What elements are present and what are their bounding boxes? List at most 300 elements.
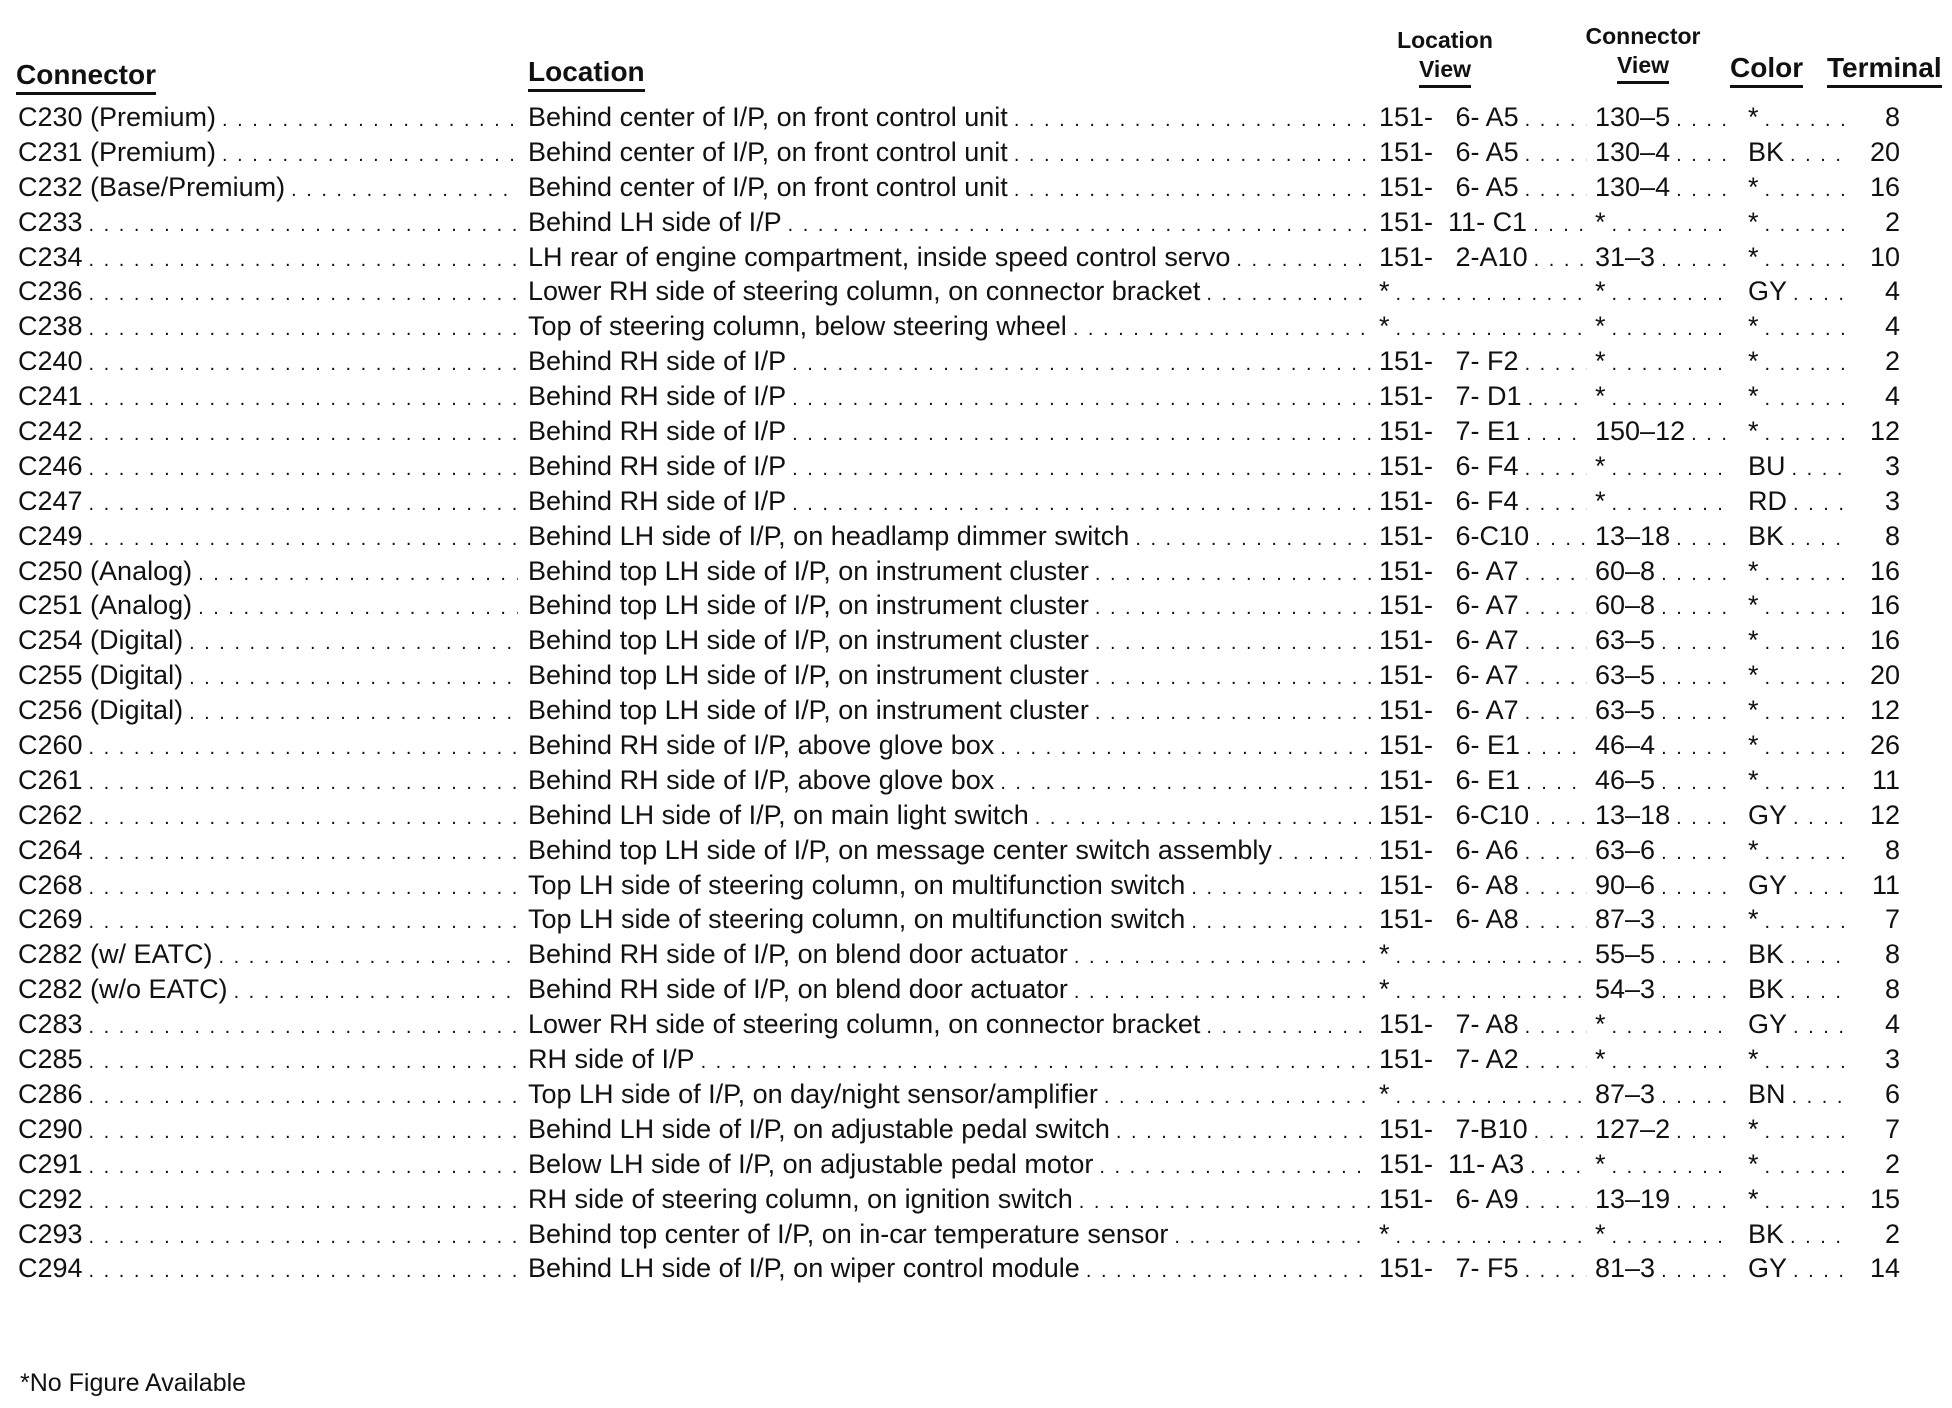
connector-id: C286	[18, 1077, 89, 1111]
location-view-cell	[1379, 240, 1587, 274]
location-view-cell	[1379, 274, 1587, 308]
wire-color: *	[1740, 205, 1765, 239]
dot-leader	[1765, 243, 1846, 274]
location-view: 151- 7- E1	[1379, 414, 1526, 448]
connector-location: Top of steering column, below steering wheel	[528, 309, 1073, 343]
dot-leader	[222, 103, 518, 134]
dot-leader	[1691, 417, 1732, 448]
wire-color: *	[1740, 833, 1765, 867]
dot-leader	[1793, 487, 1846, 518]
wire-color: *	[1740, 554, 1765, 588]
connector-id-cell	[18, 693, 518, 727]
location-view: *	[1379, 1217, 1396, 1251]
dot-leader	[1661, 1080, 1732, 1111]
connector-location: Behind LH side of I/P, on adjustable pedal switch	[528, 1112, 1116, 1146]
terminal-count: 12	[1869, 695, 1900, 726]
terminal-count: 4	[1884, 276, 1900, 307]
connector-id-cell	[18, 658, 518, 692]
terminal-count: 26	[1869, 730, 1900, 761]
table-row	[0, 554, 1952, 589]
dot-leader	[1525, 836, 1587, 867]
connector-location-cell	[528, 693, 1371, 727]
dot-leader	[1095, 626, 1371, 657]
wire-color: *	[1740, 588, 1765, 622]
connector-location-cell	[528, 554, 1371, 588]
wire-color: *	[1740, 240, 1765, 274]
connector-view-cell	[1595, 135, 1732, 169]
dot-leader	[1661, 1254, 1732, 1285]
terminal-count: 8	[1884, 102, 1900, 132]
connector-location-cell	[528, 1251, 1371, 1285]
connector-location: Behind center of I/P, on front control unit	[528, 100, 1014, 134]
dot-leader	[1792, 1080, 1846, 1111]
connector-location: LH rear of engine compartment, inside speed control servo	[528, 240, 1236, 274]
location-view-cell	[1379, 100, 1587, 134]
connector-location: Lower RH side of steering column, on connector bracket	[528, 274, 1206, 308]
terminal-count: 16	[1869, 625, 1900, 656]
dot-leader	[1765, 1045, 1846, 1076]
connector-id: C285	[18, 1042, 89, 1076]
table-row	[0, 484, 1952, 519]
dot-leader	[1014, 103, 1371, 134]
connector-id: C283	[18, 1007, 89, 1041]
dot-leader	[89, 1150, 518, 1181]
wire-color-cell	[1740, 868, 1846, 902]
wire-color-cell	[1740, 1251, 1846, 1285]
connector-id-cell	[18, 902, 518, 936]
dot-leader	[1765, 1150, 1846, 1181]
connector-id: C238	[18, 309, 89, 343]
table-row	[0, 274, 1952, 309]
connector-id-cell	[18, 1077, 518, 1111]
wire-color-cell	[1740, 798, 1846, 832]
terminal-count: 7	[1884, 904, 1900, 935]
location-view: 151- 6- A8	[1379, 868, 1525, 902]
connector-view-cell	[1595, 484, 1732, 518]
connector-location-cell	[528, 240, 1371, 274]
wire-color-cell	[1740, 240, 1846, 274]
dot-leader	[1206, 1010, 1371, 1041]
dot-leader	[89, 382, 518, 413]
wire-color: *	[1740, 1182, 1765, 1216]
connector-view: 130–4	[1595, 170, 1676, 204]
connector-view-cell	[1595, 833, 1732, 867]
connector-id-cell	[18, 833, 518, 867]
dot-leader	[89, 1185, 518, 1216]
dot-leader	[792, 487, 1371, 518]
connector-location-cell	[528, 519, 1371, 553]
connector-id: C230 (Premium)	[18, 100, 222, 134]
connector-view: 63–5	[1595, 693, 1661, 727]
dot-leader	[1790, 522, 1846, 553]
wire-color-cell	[1740, 833, 1846, 867]
connector-view: *	[1595, 1147, 1612, 1181]
dot-leader	[1035, 801, 1371, 832]
connector-location-cell	[528, 833, 1371, 867]
table-row	[0, 658, 1952, 693]
dot-leader	[1099, 1150, 1371, 1181]
connector-view: *	[1595, 309, 1612, 343]
connector-id: C269	[18, 902, 89, 936]
connector-view-cell	[1595, 972, 1732, 1006]
terminal-count: 11	[1871, 869, 1900, 900]
dot-leader	[1661, 975, 1732, 1006]
connector-view: *	[1595, 274, 1612, 308]
header-connector: Connector	[16, 60, 156, 95]
location-view: *	[1379, 274, 1396, 308]
connector-view: 63–6	[1595, 833, 1661, 867]
connector-view-cell	[1595, 100, 1732, 134]
location-view: 151- 6- E1	[1379, 763, 1526, 797]
location-view: 151- 6- F4	[1379, 484, 1525, 518]
wire-color: GY	[1740, 1251, 1793, 1285]
location-view-cell	[1379, 658, 1587, 692]
dot-leader	[89, 452, 518, 483]
location-view-cell	[1379, 1147, 1587, 1181]
location-view-cell	[1379, 623, 1587, 657]
dot-leader	[1661, 766, 1732, 797]
wire-color-cell	[1740, 937, 1846, 971]
connector-view-cell	[1595, 937, 1732, 971]
dot-leader	[1396, 940, 1587, 971]
table-row	[0, 519, 1952, 554]
dot-leader	[1095, 591, 1371, 622]
table-row	[0, 868, 1952, 903]
connector-view-cell	[1595, 1217, 1732, 1251]
connector-view-cell	[1595, 1042, 1732, 1076]
connector-view: *	[1595, 1042, 1612, 1076]
table-row	[0, 763, 1952, 798]
dot-leader	[1676, 522, 1732, 553]
connector-location-cell	[528, 937, 1371, 971]
wire-color-cell	[1740, 309, 1846, 343]
dot-leader	[1396, 975, 1587, 1006]
connector-view: 63–5	[1595, 623, 1661, 657]
connector-view-cell	[1595, 240, 1732, 274]
wire-color: *	[1740, 763, 1765, 797]
dot-leader	[1661, 696, 1732, 727]
terminal-count: 2	[1884, 346, 1900, 377]
dot-leader	[1525, 871, 1587, 902]
wire-color: BK	[1740, 972, 1790, 1006]
connector-view-cell	[1595, 170, 1732, 204]
connector-location-cell	[528, 344, 1371, 378]
dot-leader	[1525, 1010, 1587, 1041]
location-view-cell	[1379, 728, 1587, 762]
location-view: 151- 6- A7	[1379, 623, 1525, 657]
connector-id-cell	[18, 868, 518, 902]
dot-leader	[89, 1254, 518, 1285]
location-view: 151- 6- E1	[1379, 728, 1526, 762]
terminal-count: 12	[1869, 799, 1900, 830]
wire-color: GY	[1740, 1007, 1793, 1041]
connector-location-cell	[528, 902, 1371, 936]
connector-id-cell	[18, 205, 518, 239]
connector-id: C236	[18, 274, 89, 308]
location-view: 151- 7- A8	[1379, 1007, 1525, 1041]
connector-id-cell	[18, 1251, 518, 1285]
connector-location: Behind center of I/P, on front control unit	[528, 135, 1014, 169]
wire-color-cell	[1740, 205, 1846, 239]
location-view-cell	[1379, 1007, 1587, 1041]
location-view-cell	[1379, 135, 1587, 169]
wire-color-cell	[1740, 1007, 1846, 1041]
connector-view: 13–18	[1595, 519, 1676, 553]
dot-leader	[89, 871, 518, 902]
connector-view-cell	[1595, 519, 1732, 553]
location-view: 151- 6- A8	[1379, 902, 1525, 936]
connector-id: C282 (w/ EATC)	[18, 937, 219, 971]
table-row	[0, 1147, 1952, 1182]
connector-id-cell	[18, 379, 518, 413]
connector-view: *	[1595, 1217, 1612, 1251]
connector-id: C262	[18, 798, 89, 832]
connector-id-cell	[18, 344, 518, 378]
connector-location: RH side of steering column, on ignition switch	[528, 1182, 1079, 1216]
dot-leader	[1074, 940, 1371, 971]
dot-leader	[1765, 626, 1846, 657]
connector-id-cell	[18, 135, 518, 169]
connector-location: Behind RH side of I/P	[528, 414, 792, 448]
location-view: 151- 6- A6	[1379, 833, 1525, 867]
wire-color: *	[1740, 379, 1765, 413]
dot-leader	[1661, 871, 1732, 902]
dot-leader	[1086, 1254, 1371, 1285]
dot-leader	[1661, 661, 1732, 692]
connector-view: 46–4	[1595, 728, 1661, 762]
connector-id-cell	[18, 484, 518, 518]
table-row	[0, 100, 1952, 135]
connector-view: 54–3	[1595, 972, 1661, 1006]
dot-leader	[89, 347, 518, 378]
terminal-count: 4	[1884, 1009, 1900, 1040]
table-row	[0, 1182, 1952, 1217]
dot-leader	[234, 975, 518, 1006]
connector-view-cell	[1595, 554, 1732, 588]
table-row	[0, 414, 1952, 449]
connector-view-cell	[1595, 588, 1732, 622]
wire-color: *	[1740, 728, 1765, 762]
wire-color: *	[1740, 658, 1765, 692]
connector-id-cell	[18, 170, 518, 204]
table-row	[0, 170, 1952, 205]
connector-view-cell	[1595, 414, 1732, 448]
connector-view: 87–3	[1595, 1077, 1661, 1111]
dot-leader	[1525, 103, 1587, 134]
connector-view-cell	[1595, 763, 1732, 797]
connector-location: Behind RH side of I/P, on blend door actuator	[528, 972, 1074, 1006]
dot-leader	[1014, 138, 1371, 169]
connector-id-cell	[18, 763, 518, 797]
location-view: 151- 6- A7	[1379, 693, 1525, 727]
dot-leader	[89, 1115, 518, 1146]
connector-view-cell	[1595, 868, 1732, 902]
dot-leader	[1765, 382, 1846, 413]
dot-leader	[1676, 138, 1732, 169]
dot-leader	[219, 940, 518, 971]
dot-leader	[1104, 1080, 1371, 1111]
location-view: 151- 6- A7	[1379, 588, 1525, 622]
dot-leader	[1135, 522, 1371, 553]
header-terminal: Terminal	[1827, 53, 1942, 88]
dot-leader	[1793, 801, 1846, 832]
connector-id-cell	[18, 519, 518, 553]
connector-view: 60–8	[1595, 588, 1661, 622]
connector-location: Behind top LH side of I/P, on message center switch assembly	[528, 833, 1278, 867]
connector-view: 127–2	[1595, 1112, 1676, 1146]
connector-view: 46–5	[1595, 763, 1661, 797]
header-location-view-line1: Location	[1397, 27, 1493, 53]
connector-location-cell	[528, 170, 1371, 204]
dot-leader	[89, 801, 518, 832]
connector-id-cell	[18, 1112, 518, 1146]
connector-location-cell	[528, 1112, 1371, 1146]
wire-color: *	[1740, 1112, 1765, 1146]
dot-leader	[1525, 173, 1587, 204]
table-row	[0, 449, 1952, 484]
dot-leader	[792, 452, 1371, 483]
table-row	[0, 1077, 1952, 1112]
terminal-count: 20	[1869, 660, 1900, 691]
connector-location-cell	[528, 205, 1371, 239]
location-view: 151- 6- A5	[1379, 170, 1525, 204]
dot-leader	[1525, 487, 1587, 518]
connector-location: Behind LH side of I/P	[528, 205, 788, 239]
connector-id: C261	[18, 763, 89, 797]
dot-leader	[89, 836, 518, 867]
dot-leader	[1612, 277, 1732, 308]
connector-location-cell	[528, 623, 1371, 657]
connector-location: Behind top LH side of I/P, on instrument cluster	[528, 693, 1095, 727]
dot-leader	[1765, 766, 1846, 797]
location-view-cell	[1379, 588, 1587, 622]
terminal-count: 12	[1869, 416, 1900, 447]
connector-location-cell	[528, 1182, 1371, 1216]
connector-view: 13–19	[1595, 1182, 1676, 1216]
wire-color-cell	[1740, 100, 1846, 134]
location-view-cell	[1379, 798, 1587, 832]
connector-location-cell	[528, 135, 1371, 169]
dot-leader	[1765, 836, 1846, 867]
dot-leader	[1095, 557, 1371, 588]
wire-color: *	[1740, 100, 1765, 134]
terminal-count: 16	[1869, 555, 1900, 586]
location-view-cell	[1379, 554, 1587, 588]
terminal-count: 10	[1869, 241, 1900, 272]
connector-view-cell	[1595, 274, 1732, 308]
connector-id: C233	[18, 205, 89, 239]
connector-location: Behind LH side of I/P, on headlamp dimmer switch	[528, 519, 1135, 553]
wire-color: *	[1740, 693, 1765, 727]
header-color: Color	[1730, 53, 1803, 88]
table-row	[0, 379, 1952, 414]
connector-id-cell	[18, 449, 518, 483]
dot-leader	[89, 1220, 518, 1251]
location-view-cell	[1379, 1251, 1587, 1285]
table-row	[0, 205, 1952, 240]
connector-view: 81–3	[1595, 1251, 1661, 1285]
dot-leader	[89, 1080, 518, 1111]
dot-leader	[89, 312, 518, 343]
dot-leader	[89, 277, 518, 308]
connector-location: Behind LH side of I/P, on main light switch	[528, 798, 1035, 832]
terminal-count: 16	[1869, 590, 1900, 621]
dot-leader	[1612, 382, 1732, 413]
wire-color-cell	[1740, 135, 1846, 169]
connector-id-cell	[18, 240, 518, 274]
dot-leader	[792, 417, 1371, 448]
dot-leader	[1525, 905, 1587, 936]
dot-leader	[189, 626, 518, 657]
connector-location: Top LH side of I/P, on day/night sensor/amplifier	[528, 1077, 1104, 1111]
dot-leader	[1612, 312, 1732, 343]
location-view-cell	[1379, 1077, 1587, 1111]
table-row	[0, 833, 1952, 868]
connector-location: Behind top LH side of I/P, on instrument cluster	[528, 554, 1095, 588]
location-view: 151- 6- A5	[1379, 100, 1525, 134]
connector-view-cell	[1595, 623, 1732, 657]
connector-view: *	[1595, 1007, 1612, 1041]
table-row	[0, 309, 1952, 344]
dot-leader	[1525, 626, 1587, 657]
connector-id: C291	[18, 1147, 89, 1181]
connector-view: 55–5	[1595, 937, 1661, 971]
connector-id-cell	[18, 623, 518, 657]
wire-color-cell	[1740, 344, 1846, 378]
location-view-cell	[1379, 1217, 1587, 1251]
dot-leader	[1525, 1254, 1587, 1285]
wire-color-cell	[1740, 588, 1846, 622]
terminal-count: 3	[1884, 485, 1900, 516]
connector-id: C255 (Digital)	[18, 658, 189, 692]
terminal-count: 2	[1884, 206, 1900, 237]
connector-view-cell	[1595, 309, 1732, 343]
connector-view: 87–3	[1595, 902, 1661, 936]
dot-leader	[1612, 1220, 1732, 1251]
connector-id: C247	[18, 484, 89, 518]
location-view-cell	[1379, 170, 1587, 204]
connector-id: C249	[18, 519, 89, 553]
wire-color: *	[1740, 170, 1765, 204]
connector-id-cell	[18, 274, 518, 308]
terminal-count: 3	[1884, 450, 1900, 481]
location-view-cell	[1379, 344, 1587, 378]
connector-id-cell	[18, 937, 518, 971]
dot-leader	[1676, 801, 1732, 832]
wire-color-cell	[1740, 1182, 1846, 1216]
wire-color-cell	[1740, 554, 1846, 588]
terminal-count: 3	[1884, 1044, 1900, 1075]
connector-location: Behind top LH side of I/P, on instrument cluster	[528, 623, 1095, 657]
connector-location-cell	[528, 972, 1371, 1006]
connector-location: Behind center of I/P, on front control unit	[528, 170, 1014, 204]
dot-leader	[1396, 312, 1587, 343]
connector-view: 150–12	[1595, 414, 1691, 448]
terminal-count: 8	[1884, 974, 1900, 1005]
terminal-count: 15	[1869, 1183, 1900, 1214]
dot-leader	[189, 696, 518, 727]
location-view: 151- 6-C10	[1379, 519, 1535, 553]
header-connector-view-line2: View	[1617, 51, 1669, 84]
connector-view: 31–3	[1595, 240, 1661, 274]
connector-location: Top LH side of steering column, on multifunction switch	[528, 868, 1191, 902]
connector-id-cell	[18, 1042, 518, 1076]
connector-id-cell	[18, 588, 518, 622]
connector-view-cell	[1595, 693, 1732, 727]
table-row	[0, 623, 1952, 658]
wire-color-cell	[1740, 449, 1846, 483]
terminal-count: 2	[1884, 1218, 1900, 1249]
